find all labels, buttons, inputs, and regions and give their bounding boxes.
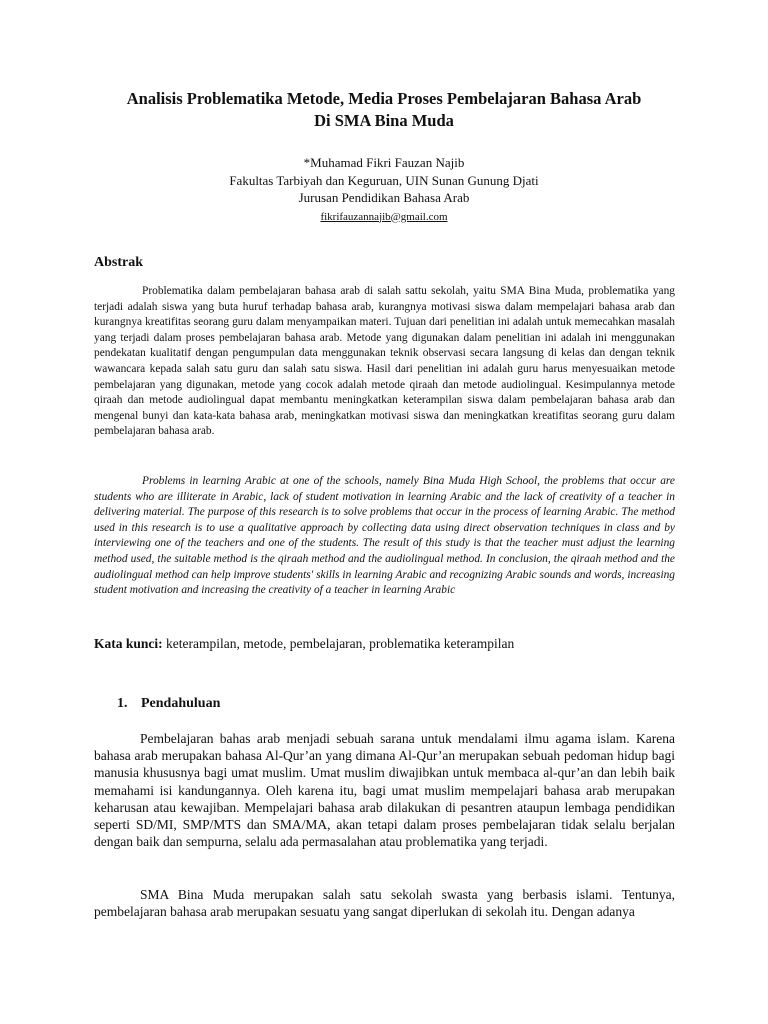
author-faculty: Fakultas Tarbiyah dan Keguruan, UIN Sunan Gunung Djati [229,172,539,188]
author-department: Jurusan Pendidikan Bahasa Arab [298,190,470,205]
body-paragraph-1: Pembelajaran bahas arab menjadi sebuah sarana untuk mendalami ilmu agama islam. Karena bahasa arab merupakan bahasa Al-Qur’an yang dimana Al-Qur’an merupakan sebuah pedoman hidup bagi manusia khususnya bagi umat muslim. Umat muslim diwajibkan untuk membaca al-qur’an dan lebih baik memahami isi kandungannya. Oleh karena itu, bagi umat muslim mempelajari bahasa arab merupakan keharusan atau kewajiban. Mempelajari bahasa arab dilakukan di pesantren ataupun lembaga pendidikan seperti SD/MI, SMP/MTS dan SMA/MA, akan tetapi dalam proses pembelajaran tidak selalu berjalan dengan baik dan sempurna, selalu ada permasalahan atau problematika yang terjadi. [94,731,675,850]
abstract-english: Problems in learning Arabic at one of the schools, namely Bina Muda High School, the problems that occur are students who are illiterate in Arabic, lack of student motivation in learning Arabic and the lack of creativity of a teacher in delivering material. The purpose of this research is to solve problems that occur in the process of learning Arabic. The method used in this research is to use a qualitative approach by collecting data using direct observation techniques in class and by interviewing one of the teachers and one of the students. The result of this study is that the teacher must adjust the learning method used, the suitable method is the qiraah method and the audiolingual method. In conclusion, the qiraah method and the audiolingual method can help improve students' skills in learning Arabic and recognizing Arabic sounds and words, increasing student motivation and increasing the creativity of a teacher in learning Arabic [94,475,675,597]
abstract-indonesian: Problematika dalam pembelajaran bahasa arab di salah sattu sekolah, yaitu SMA Bina Muda, problematika yang terjadi adalah siswa yang buta huruf terhadap bahasa arab, kurangnya motivasi siswa dalam mempelajari bahasa arab dan kurangnya kreatifitas seorang guru dalam menyampaikan materi. Tujuan dari penelitian ini adalah untuk memecahkan masalah yang terjadi dalam proses pembelajaran bahasa arab. Metode yang digunakan dalam penelitian ini adalah ini menggunakan pendekatan kualitatif dengan pengumpulan data menggunakan teknik observasi secara langsung di kelas dan dengan teknik wawancara kepada salah satu guru dan salah satu siswa. Hasil dari penelitian ini adalah guru harus menyesuaikan metode pembelajaran yang digunakan, metode yang cocok adalah metode qiraah dan metode audiolingual. Kesimpulannya metode qiraah dan metode audiolingual dapat membantu meningkatkan keterampilan siswa dalam pembelajaran bahasa arab dan mengenal bunyi dan kata-kata bahasa arab, meningkatkan motivasi siswa dan meningkatkan kreatifitas seorang guru dalam pembelajaran bahasa arab. [94,285,675,438]
keywords-label: Kata kunci: [94,636,163,651]
author-email-link[interactable]: fikrifauzannajib@gmail.com [320,210,448,223]
section-title: Pendahuluan [141,696,221,711]
section-number: 1. [117,696,128,711]
title-line-2: Di SMA Bina Muda [314,111,454,130]
author-name: *Muhamad Fikri Fauzan Najib [303,155,465,170]
body-paragraph-2: SMA Bina Muda merupakan salah satu sekolah swasta yang berbasis islami. Tentunya, pembelajaran bahasa arab merupakan sesuatu yang sangat diperlukan di sekolah itu. Dengan adanya [94,887,675,920]
keywords-line [94,636,514,652]
section-heading [117,696,220,712]
abstract-heading: Abstrak [94,255,144,270]
author-block [60,154,708,226]
paper-title [60,88,708,132]
keywords-values: keterampilan, metode, pembelajaran, problematika keterampilan [166,636,515,651]
title-line-1: Analisis Problematika Metode, Media Proses Pembelajaran Bahasa Arab [126,89,642,108]
